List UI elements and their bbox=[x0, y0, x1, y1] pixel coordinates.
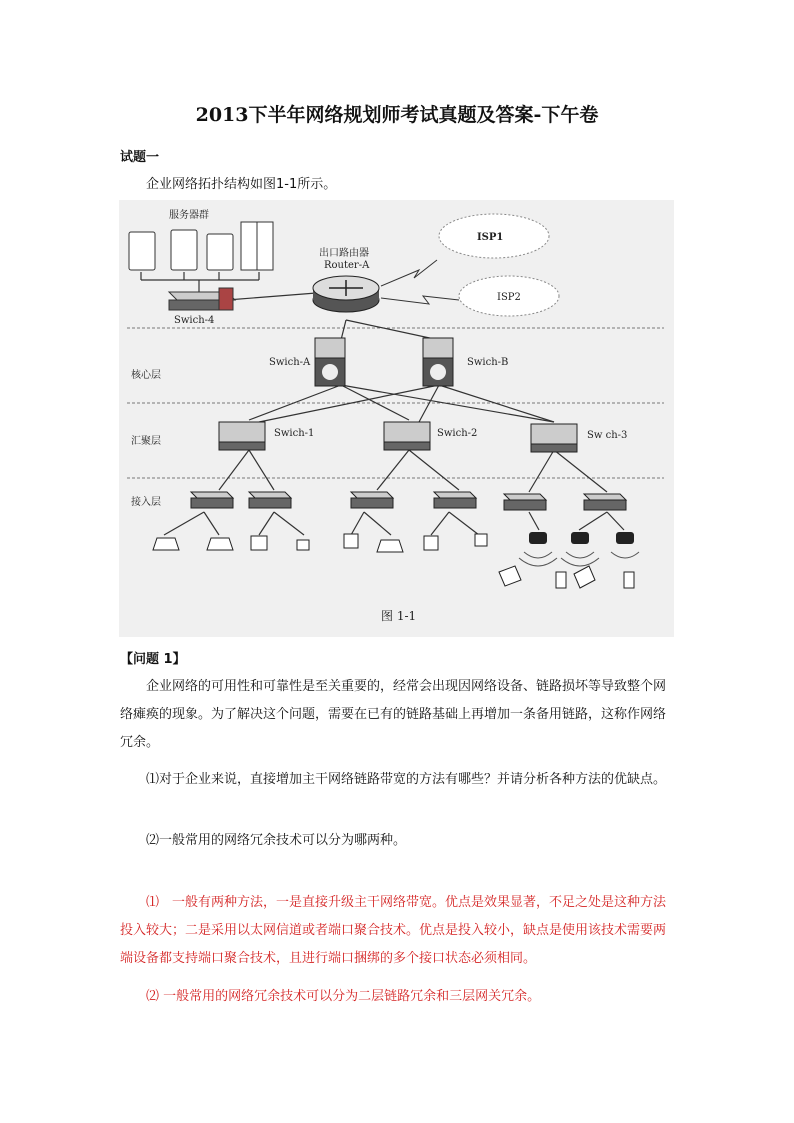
question-item-2: ⑵一般常用的网络冗余技术可以分为哪两种。 bbox=[146, 833, 407, 848]
aggregation-layer-label: 汇聚层 bbox=[131, 436, 161, 447]
switch-1-label: Swich-1 bbox=[274, 428, 315, 439]
switch-4-icon bbox=[169, 288, 235, 310]
switch-3-label: Sw ch-3 bbox=[587, 430, 628, 441]
topology-figure bbox=[119, 200, 674, 637]
switch-a-label: Swich-A bbox=[269, 357, 311, 368]
end-devices bbox=[153, 534, 487, 552]
switch-b-icon bbox=[423, 338, 453, 386]
switch-3-icon bbox=[531, 424, 577, 452]
question-item-1: ⑴对于企业来说，直接增加主干网络链路带宽的方法有哪些？并请分析各种方法的优缺点。 bbox=[146, 772, 667, 787]
access-layer-label: 接入层 bbox=[131, 497, 161, 508]
question-paragraph: 企业网络的可用性和可靠性是至关重要的，经常会出现因网络设备、链路损坏等导致整个网络瘫痪的现象。为了解决这个问题，需要在已有的链路基础上再增加一条备用链路，这称作网络冗余。 bbox=[120, 679, 667, 750]
document-title: 2013下半年网络规划师考试真题及答案-下午卷 bbox=[195, 104, 599, 126]
switch-4-label: Swich-4 bbox=[174, 315, 215, 326]
wireless-access-points bbox=[529, 532, 634, 544]
question-heading: 【问题 1】 bbox=[120, 652, 186, 667]
isp1-label: ISP1 bbox=[477, 232, 504, 243]
router-a-label: Router-A bbox=[324, 260, 370, 271]
switch-b-label: Swich-B bbox=[467, 357, 509, 368]
figure-caption: 图 1-1 bbox=[381, 609, 417, 623]
section-heading: 试题一 bbox=[120, 150, 160, 165]
intro-text: 企业网络拓扑结构如图1-1所示。 bbox=[146, 177, 337, 192]
isp2-label: ISP2 bbox=[497, 292, 521, 303]
switch-2-icon bbox=[384, 422, 430, 450]
wan-link-isp1 bbox=[381, 260, 437, 286]
server-group-label: 服务器群 bbox=[169, 210, 209, 221]
wan-link-isp2 bbox=[381, 296, 459, 304]
access-switches bbox=[191, 492, 626, 510]
exit-router-label: 出口路由器 bbox=[319, 248, 369, 259]
wireless-signals bbox=[519, 552, 639, 566]
answer-item-1: ⑴ 一般有两种方法，一是直接升级主干网络带宽。优点是效果显著，不足之处是这种方法投入较大；二是采用以太网信道或者端口聚合技术。优点是投入较小，缺点是使用该技术需要两端设备都支持端口聚合技术，且进行端口捆绑的多个接口状态必须相同。 bbox=[120, 895, 667, 966]
switch-1-icon bbox=[219, 422, 265, 450]
answer-item-2: ⑵ 一般常用的网络冗余技术可以分为二层链路冗余和三层网关冗余。 bbox=[146, 989, 541, 1004]
core-layer-label: 核心层 bbox=[131, 370, 161, 381]
server-group bbox=[129, 222, 273, 270]
wireless-clients bbox=[499, 566, 634, 588]
switch-2-label: Swich-2 bbox=[437, 428, 478, 439]
switch-a-icon bbox=[315, 338, 345, 386]
router-a-icon bbox=[313, 276, 379, 312]
